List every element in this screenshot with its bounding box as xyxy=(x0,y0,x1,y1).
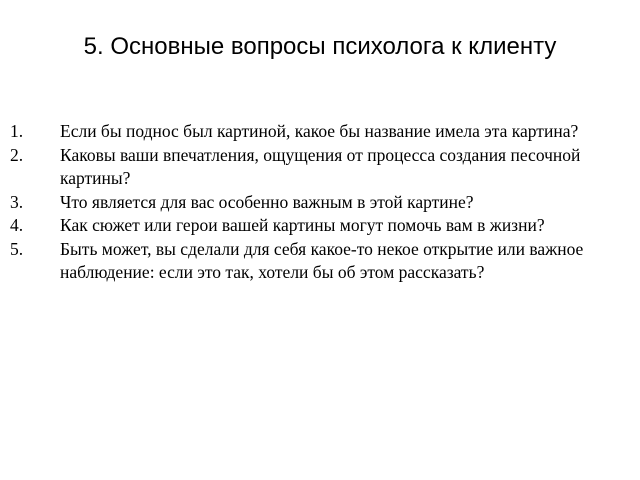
list-item xyxy=(10,144,610,191)
list-item-number: 5. xyxy=(10,238,24,259)
list-item-number: 1. xyxy=(10,121,24,141)
list-item-text: Как сюжет или герои вашей картины могут помочь вам в жизни? xyxy=(60,215,545,235)
list-item-text: Если бы поднос был картиной, какое бы название имела эта картина? xyxy=(60,121,579,141)
list-item-text: Что является для вас особенно важным в этой картине? xyxy=(60,191,474,212)
list-item-number: 2. xyxy=(10,144,24,165)
list-item xyxy=(10,191,610,215)
slide-title: 5. Основные вопросы психолога к клиенту xyxy=(83,33,557,60)
questions-list xyxy=(10,120,610,285)
list-item-number: 4. xyxy=(10,215,24,235)
list-item-text: Каковы ваши впечатления, ощущения от процесса создания песочной картины? xyxy=(60,144,581,188)
list-item-text: Быть может, вы сделали для себя какое-то некое открытие или важное наблюдение: если это так, хотели бы об этом рассказать? xyxy=(60,238,584,282)
list-item xyxy=(10,120,610,144)
list-item-number: 3. xyxy=(10,191,24,212)
list-item xyxy=(10,238,610,285)
list-item xyxy=(10,214,610,238)
